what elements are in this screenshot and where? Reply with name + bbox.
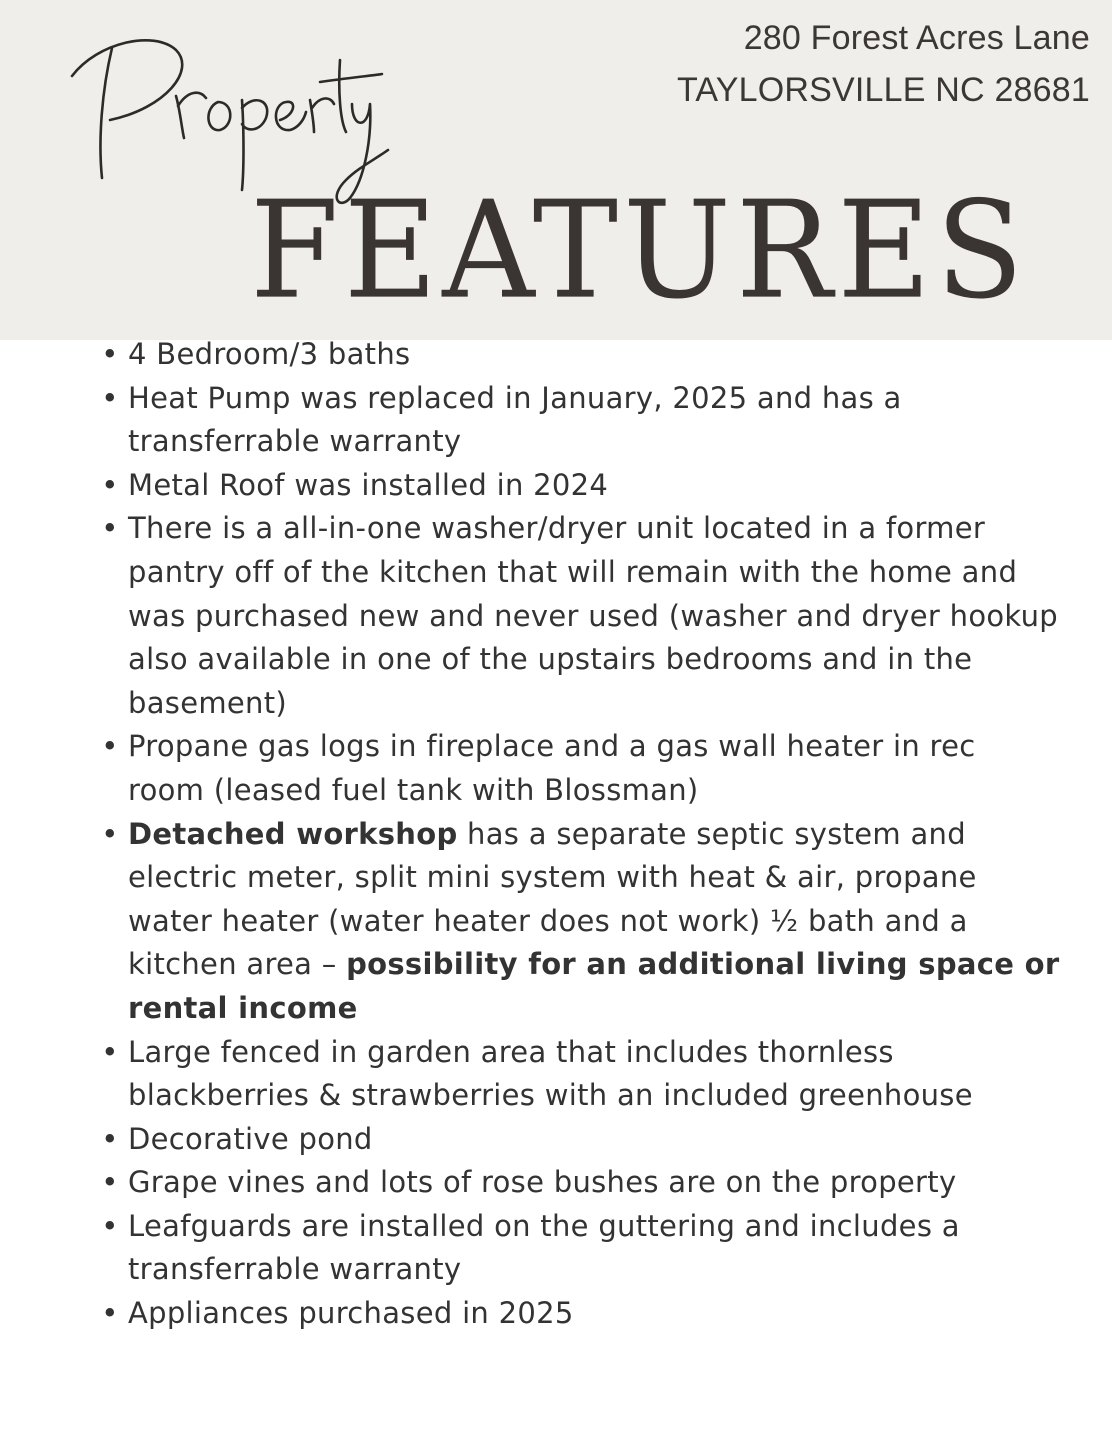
list-item [100, 464, 1060, 508]
bullet-icon: • [101, 1165, 119, 1200]
list-item [100, 1292, 1060, 1336]
feature-text: Metal Roof was installed in 2024 [128, 467, 609, 502]
feature-text: has a separate septic system and electric meter, split mini system with heat & air, propane water heater (water heater does not work) ½ bath and a kitchen area – [128, 816, 977, 982]
bullet-icon: • [101, 511, 119, 546]
feature-text: Decorative pond [128, 1121, 373, 1156]
bullet-icon: • [101, 1034, 119, 1069]
list-item [100, 507, 1060, 725]
list-item [100, 1161, 1060, 1205]
feature-text: Large fenced in garden area that includes thornless blackberries & strawberries with an included greenhouse [128, 1034, 973, 1113]
bullet-icon: • [101, 729, 119, 764]
bullet-icon: • [101, 467, 119, 502]
feature-text: Heat Pump was replaced in January, 2025 and has a transferrable warranty [128, 380, 902, 459]
feature-text: Leafguards are installed on the guttering and includes a transferrable warranty [128, 1208, 960, 1287]
bullet-icon: • [101, 816, 119, 851]
feature-bold-tail: possibility for an additional living space or rental income [128, 947, 1060, 1025]
list-item [100, 813, 1060, 1031]
list-item [100, 1118, 1060, 1162]
property-address [677, 12, 1090, 116]
address-city-state-zip: TAYLORSVILLE NC 28681 [676, 71, 1090, 109]
list-item [100, 377, 1060, 464]
bullet-icon: • [101, 1121, 119, 1156]
feature-text: 4 Bedroom/3 baths [128, 337, 411, 371]
bullet-icon: • [101, 380, 119, 415]
list-item [100, 333, 1060, 377]
feature-list [100, 333, 1060, 1336]
bullet-icon: • [101, 337, 119, 371]
feature-text: Grape vines and lots of rose bushes are on the property [128, 1165, 957, 1200]
bullet-icon: • [101, 1296, 119, 1331]
feature-text: There is a all-in-one washer/dryer unit located in a former pantry off of the kitchen that will remain with the home and was purchased new and never used (washer and dryer hookup also available in one of the upstairs bedrooms and in the basement) [128, 511, 1059, 720]
list-item [100, 725, 1060, 812]
feature-bold-lead: Detached workshop [128, 816, 458, 851]
feature-text: Propane gas logs in fireplace and a gas wall heater in rec room (leased fuel tank with Blossman) [128, 729, 976, 807]
features-title: FEATURES [250, 172, 1029, 330]
list-item [100, 1205, 1060, 1292]
list-item [100, 1031, 1060, 1118]
address-street: 280 Forest Acres Lane [743, 19, 1090, 57]
feature-text: Appliances purchased in 2025 [128, 1296, 574, 1331]
bullet-icon: • [101, 1208, 119, 1243]
